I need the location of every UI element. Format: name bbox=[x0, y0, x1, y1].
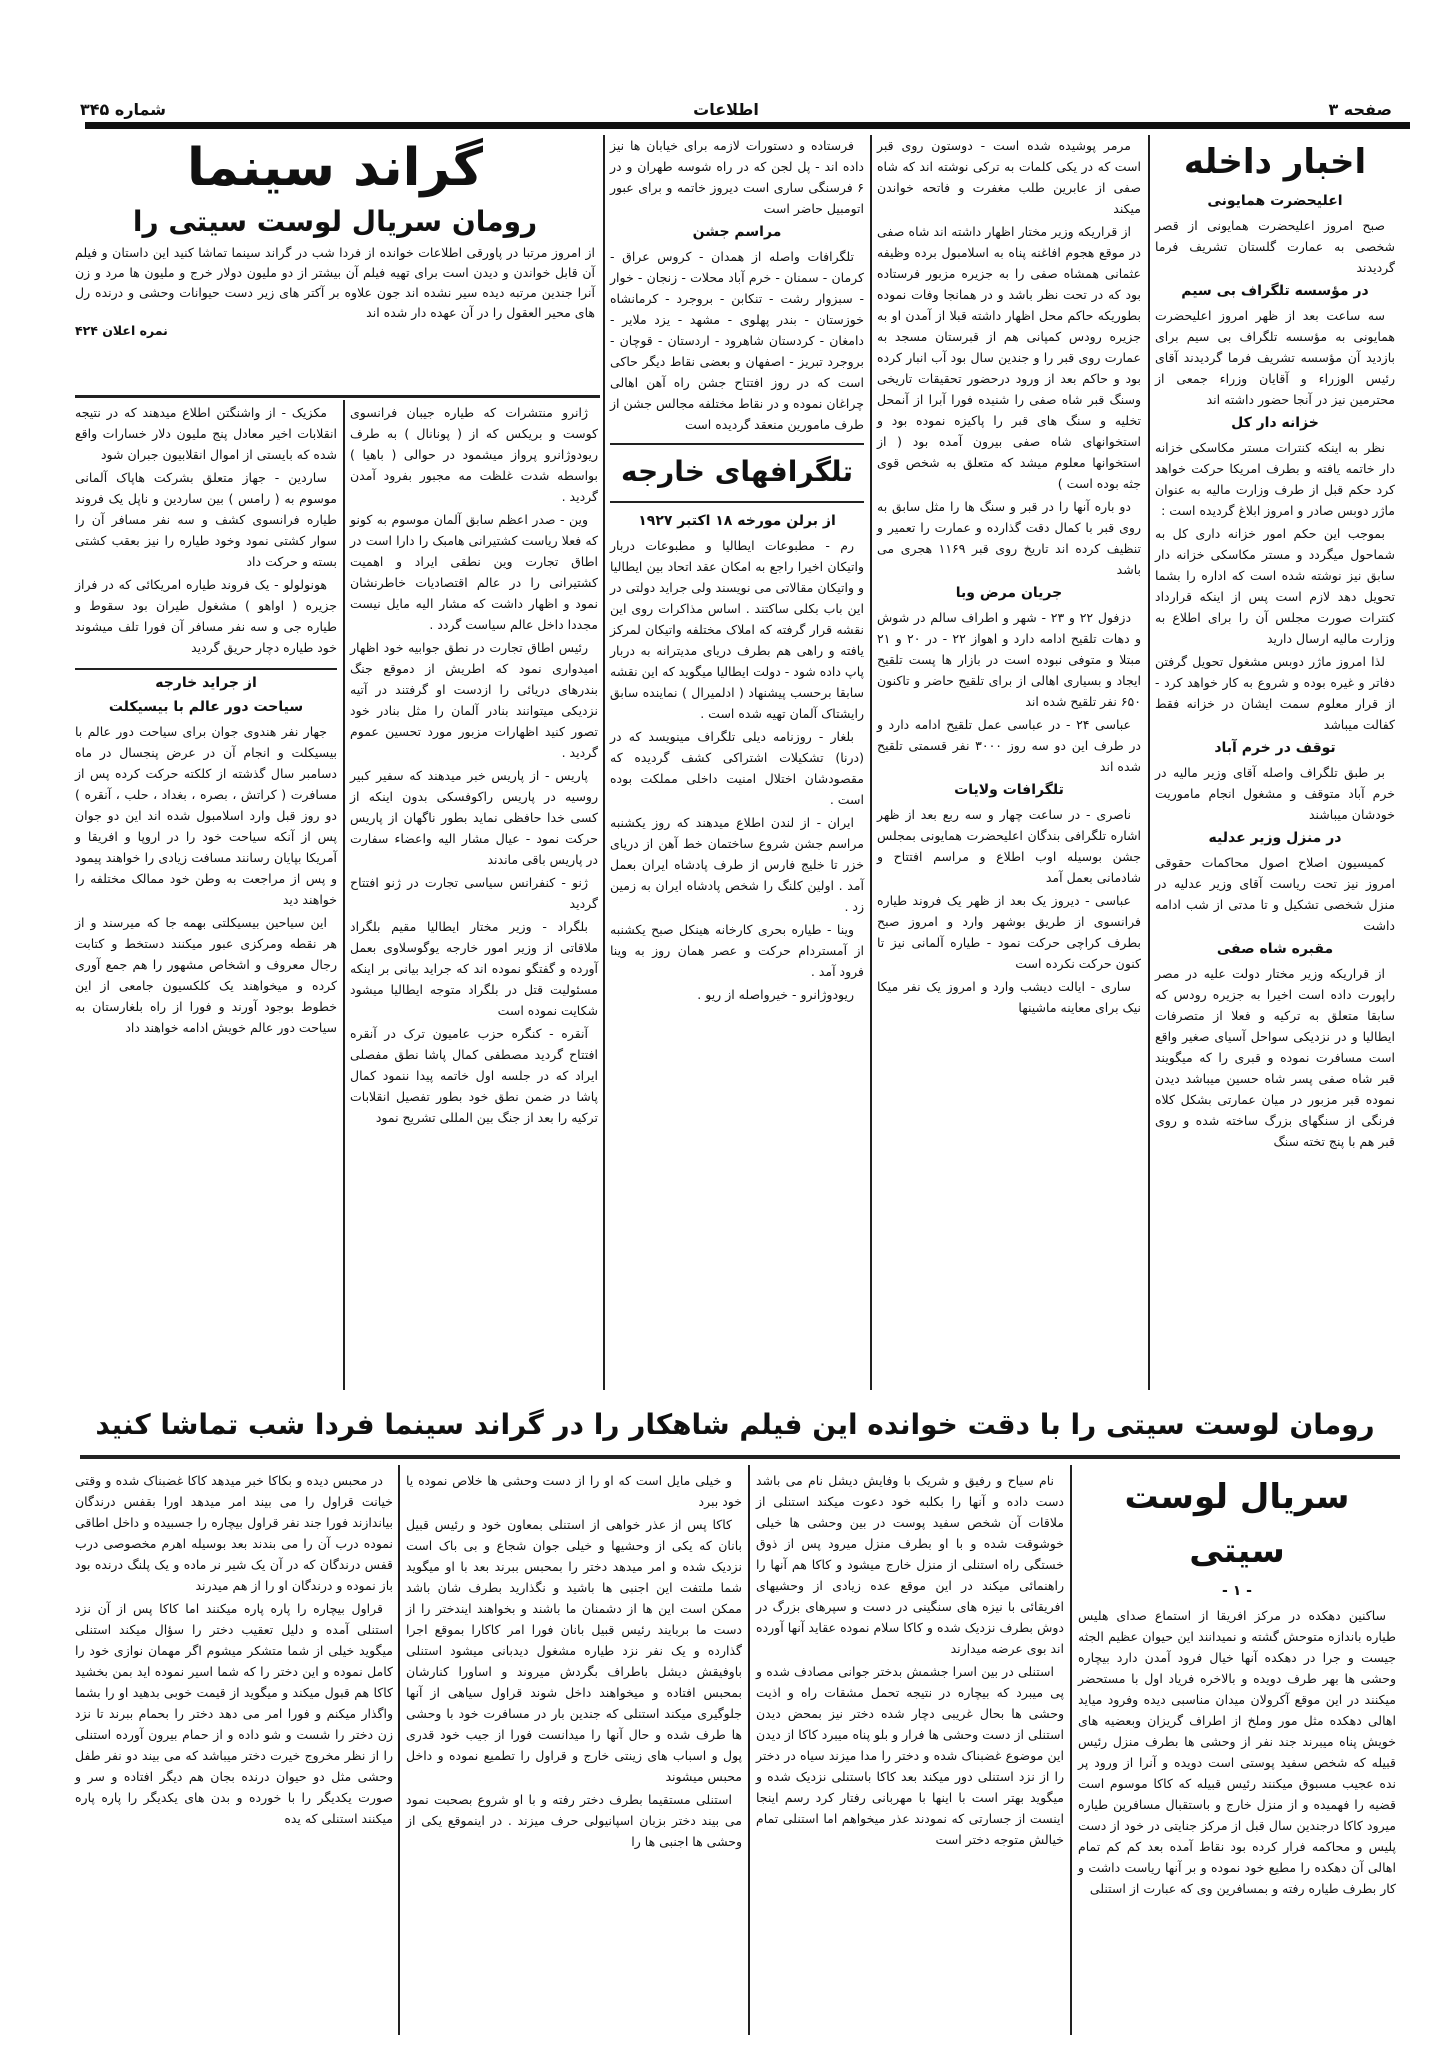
paragraph: بموجب این حکم امور خزانه داری کل به شماحول میگردد و مستر مکاسکی خزانه دار سابق نیز نوشته شده است که اداره را بشما تحویل دهد لازم است پس از اینکه قرارداد کنترات صورت مجلس آن را برای اطلاع به وزارت مالیه ارسال دارید bbox=[1155, 526, 1395, 646]
subheading: مقبره شاه صفی bbox=[1216, 941, 1334, 957]
ad-divider bbox=[75, 395, 600, 398]
grand-cinema-ad bbox=[75, 135, 595, 338]
ad-body: از امروز مرتبا در پاورقی اطلاعات خوانده از فردا شب در گراند سینما تماشا کنید این داستان و فیلم آن قابل خواندن و دیدن است برای تهیه فیلم آن بیشتر از دو ملیون دولار خرج و ملیون ها مرد و زن آنرا جندین مرتبه دیده سیر نشده اند جون علاوه بر آکتر های زیر دست حیوانات وحشی و درنده رل های محیر العقول را در آن عهده دار شده اند bbox=[75, 245, 595, 320]
serial-column-1 bbox=[1078, 1470, 1396, 1901]
paragraph: کاکا پس از عذر خواهی از استنلی بمعاون خود و رئیس قبیل بانان که یکی از وحشیها و خیلی جوان شجاع و بی باک است نزدیک شده و امر میدهد دختر را بمحبس ببرند بعد با او میگوید شما ملتفت این اجنبی ها باشید و نگذارید بطرف شان باشد ممکن است این ها از دشمنان ما باشند و بخواهند ایندختر را از دست ما بربایند رئیس قبیل بانان فورا امر کاکارا بموقع اجرا گذارده و یک نفر نزد طیاره مشغول دیدبانی میشود استنلی باوفیقش دیشل باطراف بگردش میروند و اساورا کنارشان بمحبس افتاده و میخواهند داخل شوند قراول سیاهی از آنها جلوگیری میکند استنلی که جندین بار در مسافرت خود با وحشی ها طرف شده و حال آنها را میدانست فورا از جیب خود قدری پول و اسباب های زینتی خارج و قراول را تطمیع نموده و داخل محبس میشوند bbox=[406, 1517, 742, 1784]
paragraph: وینا - طیاره بحری کارخانه هینکل صبح یکشنبه از آمستردام حرکت و عصر همان روز به وینا فرود آمد . bbox=[610, 922, 864, 979]
subheading: توقف در خرم آباد bbox=[1214, 740, 1336, 756]
foreign-press-subtitle: سیاحت دور عالم با بیسیکلت bbox=[108, 699, 304, 715]
subheading: جریان مرض وبا bbox=[955, 585, 1063, 601]
domestic-news-title: اخبار داخله bbox=[1183, 142, 1367, 182]
paragraph: ژنو - کنفرانس سیاسی تجارت در ژنو افتتاح گردید bbox=[350, 875, 598, 911]
subheading: مراسم جشن bbox=[692, 224, 782, 240]
column-divider bbox=[870, 135, 872, 1390]
paragraph: مکزیک - از واشنگتن اطلاع میدهند که در نتیجه انقلابات اخیر معادل پنج ملیون دلار خسارات واقع شده که بایستی از اموال انقلابیون جبران شود bbox=[75, 405, 337, 462]
paragraph: بلغار - روزنامه دیلی تلگراف مینویسد که در (درنا) تشکیلات اشتراکی کشف گردیده که مقصودشان اختلال امنیت داخلی مملکت بوده است . bbox=[610, 729, 864, 807]
page-number: صفحه ۳ bbox=[1328, 100, 1392, 119]
column-divider bbox=[748, 1465, 750, 2035]
paragraph: عباسی ۲۴ - در عباسی عمل تلقیح ادامه دارد و در طرف این دو سه روز ۳۰۰۰ نفر قسمتی تلقیح شده اند bbox=[877, 717, 1141, 774]
news-column-2 bbox=[877, 135, 1141, 1020]
paragraph: فرستاده و دستورات لازمه برای خیابان ها نیز داده اند - پل لجن که در راه شوسه طهران و در ۶ فرسنگی ساری است دیروز خاتمه و برای عبور اتومبیل حاضر است bbox=[610, 138, 864, 216]
column-divider bbox=[343, 400, 345, 1390]
paragraph: قراول بیچاره را پاره پاره میکنند اما کاکا پس از آن نزد استنلی آمده و دلیل تعقیب دختر را سؤال میکند استنلی میگوید خیلی از شما متشکر میشوم اگر مهمان نوازی خود را کامل نموده و این دختر را که شما اسیر نموده اید بمن بخشید کاکا هم قبول میکند و میگوید از قیمت خوبی بدهید او را بشما واگذار میکنم و فورا امر می دهد دختر را بحمام ببرند تا نزد زن دختر را شست و شو داده و از حمام بیرون آورده استنلی را از نظر مخروج خیرت دختر میباشد که می بیند دو نفر طفل وحشی مثل دو حیوان درنده بجان هم دیگر افتاده و سر و صورت یکدیگر را با خورده و بدن های یکدیگر را پاره پاره میکنند استنلی که یده bbox=[75, 1601, 393, 1826]
subheading: در مؤسسه تلگراف بی سیم bbox=[1181, 283, 1369, 299]
subheading: اعلیحضرت همایونی bbox=[1207, 193, 1343, 209]
subheading: تلگرافات ولایات bbox=[954, 782, 1064, 798]
paragraph: نام سیاح و رفیق و شریک با وفایش دیشل نام می باشد دست داده و آنها را بکلبه خود دعوت میکند استنلی از ملاقات آن شخص سفید پوست در بین وحشی ها خیلی خوشوقت شده و با او بطرف منزل میرود پس از ذوق خستگی راه استنلی از منزل خارج میشود و کاکا هم آنها را راهنمائی میکند در این موقع عده زیادی از وحشیهای افریقائی با نیزه های سنگینی در دست و سپرهای بزرگ در دوش بطرف نزدیک شده و کاکا سلام نموده عقاید آنها آورده اند بوی عرضه میدارند bbox=[756, 1473, 1064, 1656]
serial-title: سریال لوست سیتی bbox=[1124, 1477, 1350, 1571]
paragraph: ناصری - در ساعت چهار و سه ربع بعد از ظهر اشاره تلگرافی بندگان اعلیحضرت همایونی بمجلس جشن بوسیله اوب اطلاع و مراسم افتتاح و شادمانی بعمل آمد bbox=[877, 807, 1141, 885]
paragraph: لذا امروز ماژر دوبس مشغول تحویل گرفتن دفاتر و غیره بوده و شروع به کار خواهد کرد - از قرار معلوم سمت ایشان در خزانه فقط کفالت میباشد bbox=[1155, 654, 1395, 732]
foreign-press-title: از جراید خارجه bbox=[155, 675, 257, 691]
paragraph: رئیس اطاق تجارت در نطق جوابیه خود اظهار امیدواری نمود که اطریش از دموقع جنگ بندرهای دریائی را ازدست او گرفتند در آتیه نزدیکی میتوانند بنادر آلمان را مثل بنادر خود تصور کنید اظهارات مزبور مورد تحسین عموم گردید . bbox=[350, 640, 598, 760]
paragraph: ساری - ایالت دیشب وارد و امروز یک نفر میکا نیک برای معاینه ماشینها bbox=[877, 979, 1141, 1015]
paragraph: ساردین - جهاز متعلق بشرکت هاپاک آلمانی موسوم به ( رامس ) بین ساردین و ناپل یک فروند طیاره فرانسوی کشف و سه نفر مسافر آن را سوار کشتی نمود وخود طیاره را نیز بعقب کشتی بسته و حرکت داد bbox=[75, 470, 337, 569]
serial-column-3 bbox=[406, 1470, 742, 1854]
paragraph: ساکنین دهکده در مرکز افریقا از استماع صدای هلیس طیاره باندازه متوحش گشته و نمیدانند این حیوان عظیم الجثه جیست و جرا در دهکده آنها خیال فرود آمدن دارد بیچاره وحشی ها بهر طرف دویده و بالاخره فریاد اول با مستحضر میکنند در این موقع آکرولان میدان مناسبی دیده وفرود میاید اهالی دهکده مثل مور وملخ از اطراف گریزان وبعضیه های خویش پناه میبرند جند نفر از وحشی ها بطرف منزل رئیس قبیله که شخص سفید پوستی است دویده و آنرا از ورود پر نده عجیب مسبوق میکنند رئیس قبیله که کاکا موسوم است قضیه را فهمیده و از منزل خارج و باستقبال مسافرین طیاره میرود کاکا درجندین سال قبل از مرکز جنایتی در خود از دست پلیس و محاکمه فرار کرده بود نقاط آمده بعد کم کم تمام اهالی آن دهکده را مطیع خود نموده و بر آنها ریاست داشت و کار بطرف طیاره رفته و بمسافرین وی که عبارت از استنلی bbox=[1078, 1608, 1396, 1896]
paragraph: و خیلی مایل است که او را از دست وحشی ها خلاص نموده یا خود ببرد bbox=[406, 1473, 742, 1509]
paragraph: استنلی در بین اسرا جشمش بدختر جوانی مصادف شده و پی میبرد که بیچاره در نتیجه تحمل مشقات راه و اذیت وحشی ها بحال غریبی دچار شده دختر نیز بمحض دیدن استنلی از دست وحشی ها فرار و بلو پناه میبرد کاکا از دیدن این موضوع غضبناک شده و دختر را مدا میزند سیاه در دختر را از نزد استنلی دور میکند بعد کاکا باستنلی نزدیک شده و میگوید بهتر است با اینها با مهربانی رفتار کرد رسم اینجا اینست از جسارتی که نمودند عذر میخواهم اما استنلی تمام خیالش متوجه دختر است bbox=[756, 1664, 1064, 1847]
ad-subtitle: رومان سریال لوست سیتی را bbox=[132, 205, 538, 238]
paragraph: بر طبق تلگراف واصله آقای وزیر مالیه در خرم آباد متوقف و مشغول انجام ماموریت خودشان میباشند bbox=[1155, 765, 1395, 822]
serial-column-2 bbox=[756, 1470, 1064, 1852]
paragraph: دزفول ۲۲ و ۲۳ - شهر و اطراف سالم در شوش و دهات تلقیح ادامه دارد و اهواز ۲۲ - در ۲۰ و ۲۱ مبتلا و متوفی نبوده است در بازار ها پست تلقیح ایجاد و بسیاری اهالی از برای تلقیح حاضر و تاکنون ۶۵۰ نفر تلقیح شده اند bbox=[877, 610, 1141, 709]
paragraph: جهار نفر هندوی جوان برای سیاحت دور عالم با بیسیکلت و انجام آن در عرض پنجسال در ماه دسامبر سال گذشته از کلکته حرکت کرده پس از مسافرت ( کراتش ، بصره ، بغداد ، حلب ، آنقره ) دو روز قبل وارد اسلامبول شده اند این دو جوان پس از آنکه سیاحت خود را در اروپا و افریقا و آمریکا بپایان رسانند مسافت زیادی را خواهند پیمود و پس از مراجعت به وطن خود ممالک مختلفه را خواهند دید bbox=[75, 724, 337, 907]
subheading: از برلن مورخه ۱۸ اکتبر ۱۹۲۷ bbox=[638, 513, 836, 529]
paragraph: وین - صدر اعظم سابق آلمان موسوم به کونو که فعلا ریاست کشتیرانی هامبک را دارا است در اطاق تجارت وین نطقی ایراد و اهمیت کشتیرانی را در عالم اقتصادیات خاطرنشان نمود و اظهار داشت که مشار الیه مایل نیست مجددا داخل عالم سیاست گردد . bbox=[350, 512, 598, 632]
paragraph: این سیاحین بیسیکلتی بهمه جا که میرسند و از هر نقطه ومرکزی عبور میکنند دستخط و کتابت رجال معروف و اشخاص مشهور را هم جمع آوری کرده و میخواهند یک کلکسیون جامعی از این خطوط بوجود آورند و فورا از راه بلغارستان به سیاحت دور عالم خویش ادامه خواهند داد bbox=[75, 915, 337, 1035]
masthead-rule bbox=[85, 122, 1410, 129]
paragraph: آنقره - کنگره حزب عامیون ترک در آنقره افتتاح گردید مصطفی کمال پاشا نطق مفصلی ایراد که در جلسه اول خاتمه پیدا ننمود کمال پاشا در ضمن نطق خود بطور تفصیل انقلابات ترکیه را بعد از جنگ بین المللی تشریح نمود bbox=[350, 1026, 598, 1125]
paragraph: صبح امروز اعلیحضرت همایونی از قصر شخصی به عمارت گلستان تشریف فرما گردیدند bbox=[1155, 218, 1395, 275]
paragraph: نظر به اینکه کنترات مستر مکاسکی خزانه دار خاتمه یافته و بطرف امریکا حرکت خواهد کرد حکم قبل از طرف وزارت مالیه به عنوان ماژر دوبس صادر و امروز ابلاغ گردیده است : bbox=[1155, 440, 1395, 518]
paragraph: در محبس دیده و بکاکا خبر میدهد کاکا غضبناک شده و وقتی خیانت قراول را می بیند امر میدهد اورا بقفس درندگان بیاندازند فورا جند نفر قراول بیچاره را جسبیده و داخل اطاقی نموده درب آن را می بندند بعد بوسیله اهرم مخصوصی درب قفس درندگان که در آن یک شیر نر ماده و یک پلنگ درنده بود باز نموده و درندگان او را از هم میدرند bbox=[75, 1473, 393, 1593]
paragraph: بلگراد - وزیر مختار ایطالیا مقیم بلگراد ملاقاتی از وزیر امور خارجه یوگوسلاوی بعمل آورده و گفتگو نموده اند که جراید بیانی بر اینکه مسئولیت قتل در بلگراد متوجه ایطالیا میشود شکایت نموده است bbox=[350, 919, 598, 1018]
news-column-3 bbox=[610, 135, 864, 1007]
foreign-telegrams-title: تلگرافهای خارجه bbox=[621, 455, 853, 488]
column-divider bbox=[603, 135, 605, 1390]
paragraph: عباسی - دیروز یک بعد از ظهر یک فروند طیاره فرانسوی از طریق بوشهر وارد و امروز صبح بطرف کراچی حرکت نمود - طیاره آلمانی نیز تا کنون حرکت نکرده است bbox=[877, 893, 1141, 971]
paragraph: مرمر پوشیده شده است - دوستون روی قبر است که در یکی کلمات به ترکی نوشته اند که شاه صفی از عابرین طلب مغفرت و فاتحه خواندن میکند bbox=[877, 138, 1141, 216]
column-divider bbox=[398, 1465, 400, 2035]
serial-part-number: - ۱ - bbox=[1222, 1583, 1252, 1599]
paragraph: هونولولو - یک فروند طیاره امریکائی که در فراز جزیره ( اواهو ) مشغول طیران بود سقوط و طیاره جی و سه نفر مسافر آن فورا تلف میشوند خود طیاره دچار حریق گردید bbox=[75, 577, 337, 655]
paragraph: پاریس - از پاریس خبر میدهند که سفیر کبیر روسیه در پاریس راکوفسکی بدون اینکه از کسی خدا حافظی نماید بطور ناگهان از پاریس حرکت نمود - عیال مشار الیه واعضاء سفارت در پاریس باقی ماندند bbox=[350, 768, 598, 867]
paragraph: از قراریکه وزیر مختار دولت علیه در مصر راپورت داده است اخیرا به جزیره رودس که سابقا متعلق به ترکیه و فعلا از متصرفات ایطالیا و در نزدیکی سواحل آسیای صغیر واقع است مسافرت نموده و قبری را که میگویند قبر شاه صفی پسر شاه حسین میباشد دیدن نموده قبر مزبور در میان عمارتی بشکل کلاه فرنگی از سنگهای بزرگ ساخته شده و روی قبر هم با پنج تخته سنگ bbox=[1155, 966, 1395, 1149]
paragraph: تلگرافات واصله از همدان - کروس عراق - کرمان - سمنان - خرم آباد محلات - زنجان - خوار - سبزوار رشت - تنکابن - بروجرد - کرمانشاه خوزستان - بندر پهلوی - مشهد - یزد ملایر - دامغان - کردستان شاهرود - اردستان - قوچان - بروجرد تبریز - اصفهان و بعضی نقاط دیگر حاکی است که در روز افتتاح جشن راه آهن اهالی چراغان نموده و در نقاط مختلفه مجالس جشن از طرف مامورین منعقد گردیده است bbox=[610, 249, 864, 432]
paragraph: ژانرو منتشرات که طیاره جیبان فرانسوی کوست و بریکس که از ( پونانال ) به طرف ریودوژانرو پرواز میشمود در حوالی ( باهیا ) بواسطه شدت غلظت مه مجبور بفرود آمدن گردید . bbox=[350, 405, 598, 504]
column-divider bbox=[1148, 135, 1150, 1390]
column-divider bbox=[1070, 1465, 1072, 2035]
paragraph: ریودوژانرو - خیرواصله از ریو . bbox=[697, 987, 854, 1002]
news-column-5 bbox=[75, 402, 337, 1040]
subheading: خزانه دار کل bbox=[1231, 415, 1319, 431]
newspaper-name: اطلاعات bbox=[693, 100, 759, 119]
paragraph: استنلی مستقیما بطرف دختر رفته و با او شروع بصحبت نمود می بیند دختر بزبان اسپانیولی حرف میزند . در اینموقع یکی از وحشی ها اجنبی ها را bbox=[406, 1792, 742, 1849]
serial-column-4 bbox=[75, 1470, 393, 1831]
paragraph: رم - مطبوعات ایطالیا و مطبوعات دربار واتیکان اخیرا راجع به امکان عقد اتحاد بین ایطالیا و واتیکان مقالاتی می نویسند ولی جراید دولتی در این باب بکلی ساکتند . اساس مذاکرات روی این نقشه قرار گرفته که املاک مختلفه واتیکان لمرکز یافته و راهی هم بطرف دریای مدیترانه به دربار پاپ داده شود - دولت ایطالیا میگوید که این نقشه سابقا برحسب پیشنهاد ( ادلمیرال ) نماینده سابق رایشتاک آلمان تهیه شده است . bbox=[610, 538, 864, 721]
news-column-4 bbox=[350, 402, 598, 1130]
issue-number: شماره ۳۴۵ bbox=[80, 100, 166, 119]
paragraph: از قراریکه وزیر مختار اظهار داشته اند شاه صفی در موقع هجوم افاغنه پناه به اسلامبول برده وظیفه عثمانی همشاه صفی را به جزیره مزبور فرستاده بود که در تحت نظر باشد و در همانجا وفات نموده بطوریکه حاکم محل اظهار داشته قبلا از آمدن او به جزیره رودس کمپانی هم از قبرستان مسجد به عمارت روی قبر را و جندین سال بود آب انبار کرده بود و حاکم بعد از ورود درحضور تحقیقات تاریخی وسنگ قبر شاه صفی را شنیده فورا آبرا از آنمحل تخلیه و سنگ های قبر را پاکیزه نموده بود و استخوانهای شاه صفی بیرون آمده بود ( از استخوانها معلوم میشد که متعلق به شخص قوی جثه بوده است ) bbox=[877, 224, 1141, 491]
ad-title: گراند سینما bbox=[186, 138, 484, 198]
paragraph: دو باره آنها را در قبر و سنگ ها را مثل سابق به روی قبر با کمال دقت گذارده و عمارت را تعمیر و تنظیف کرده اند تاریخ روی قبر ۱۱۶۹ هجری می باشد bbox=[877, 499, 1142, 577]
ad-number: نمره اعلان ۴۲۴ bbox=[75, 323, 168, 338]
banner-rule bbox=[80, 1455, 1400, 1459]
paragraph: سه ساعت بعد از ظهر امروز اعلیحضرت همایونی به مؤسسه تلگراف بی سیم برای بازدید آن مؤسسه تشریف فرما گردیدند آقای رئیس الوزراء و آقایان وزراء جمعی از محترمین نیز در آنجا حضور داشته اند bbox=[1155, 308, 1395, 407]
domestic-news-column bbox=[1155, 135, 1395, 1154]
paragraph: ایران - از لندن اطلاع میدهند که روز یکشنبه مراسم جشن شروع ساختمان خط آهن از دریای خزر تا خلیج فارس از طرف پادشاه ایران بعمل آمد . اولین کلنگ را شخص پادشاه ایران به زمین زد . bbox=[610, 815, 864, 914]
subheading: در منزل وزیر عدلیه bbox=[1208, 830, 1342, 846]
lost-city-banner: رومان لوست سیتی را با دقت خوانده این فیلم شاهکار را در گراند سینما فردا شب تماشا کنید bbox=[95, 1408, 1375, 1441]
paragraph: کمیسیون اصلاح اصول محاکمات حقوقی امروز نیز تحت ریاست آقای وزیر عدلیه در منزل شخصی تشکیل و تا مدتی از شب ادامه داشت bbox=[1155, 855, 1395, 933]
